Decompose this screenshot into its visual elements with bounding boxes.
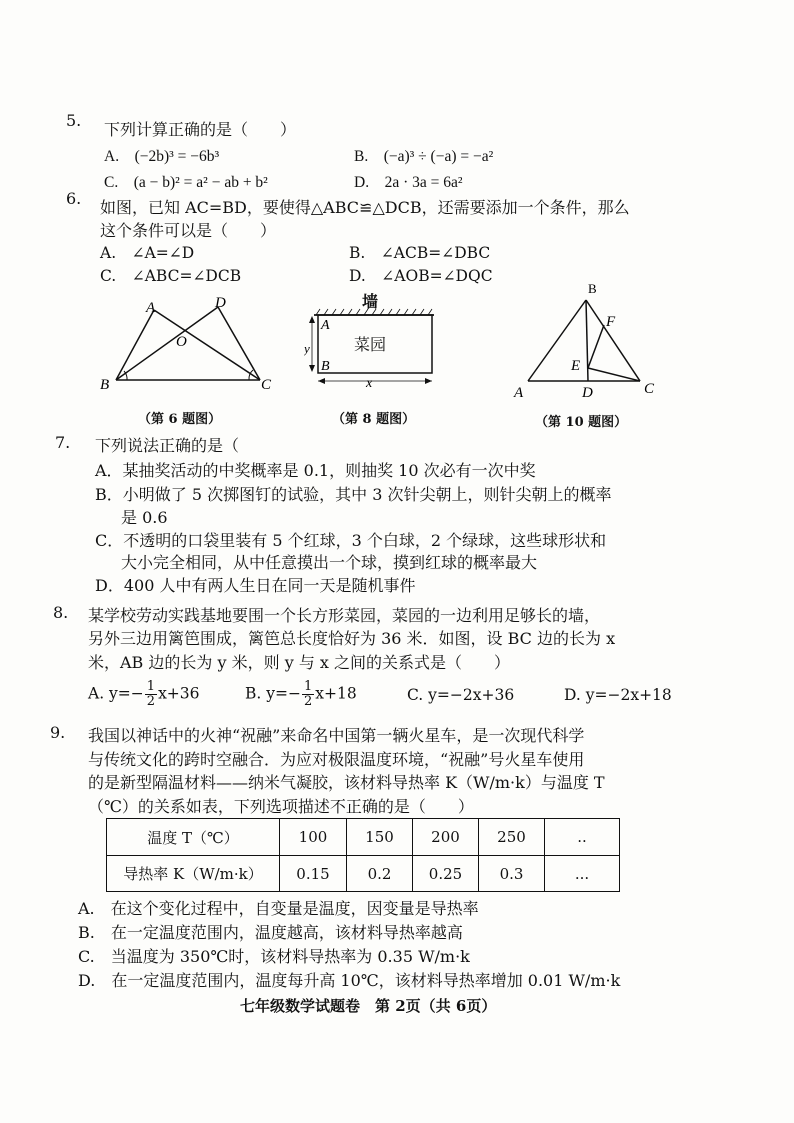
q5-option-d: D. 2a · 3a = 6a² — [354, 174, 463, 191]
figure-8-caption: （第 8 题图） — [332, 412, 416, 427]
q5-option-b: B. (−a)³ ÷ (−a) = −a² — [354, 148, 494, 165]
q9-table-cell: 0.3 — [479, 856, 545, 892]
fig8-garden-label: 菜园 — [354, 335, 387, 354]
q6-option-b: B. ∠ACB=∠DBC — [349, 244, 491, 262]
q8-line2: 另外三边用篱笆围成，篱笆总长度恰好为 36 米．如图，设 BC 边的长为 x — [88, 629, 616, 648]
q8-b-frac-den: 2 — [303, 694, 313, 709]
q9-table-cell: 250 — [479, 819, 545, 856]
q9-number: 9. — [50, 723, 66, 742]
fig10-label-d: D — [582, 385, 593, 401]
q9-line3: 的是新型隔温材料——纳米气凝胶，该材料导热率 K（W/m·k）与温度 T — [88, 773, 605, 792]
q7-option-a: A．某抽奖活动的中奖概率是 0.1，则抽奖 10 次必有一次中奖 — [95, 461, 536, 480]
q9-option-d: D. 在一定温度范围内，温度每升高 10℃，该材料导热率增加 0.01 W/m·k — [78, 971, 621, 990]
q8-option-c: C. y=−2x+36 — [407, 686, 515, 704]
fig6-label-o: O — [176, 334, 187, 350]
q9-data-table — [106, 818, 620, 892]
q8-option-d: D. y=−2x+18 — [564, 686, 672, 704]
figure-6-triangles — [96, 294, 286, 400]
figure-6-caption: （第 6 题图） — [138, 412, 222, 427]
q7-option-b-line2: 是 0.6 — [121, 508, 168, 527]
page-footer: 七年级数学试题卷 第 2页（共 6页） — [240, 997, 497, 1015]
q6-option-a: A. ∠A=∠D — [100, 244, 195, 262]
fig6-label-c: C — [261, 377, 272, 393]
q5-number: 5. — [66, 111, 82, 130]
q8-a-frac-num: 1 — [146, 679, 156, 694]
q5-option-c: C. (a − b)² = a² − ab + b² — [104, 174, 268, 191]
q8-option-a-prefix: A. y=− — [88, 684, 144, 703]
fig8-label-y: y — [304, 341, 310, 356]
fig10-label-c: C — [644, 381, 655, 397]
q8-number: 8. — [53, 603, 69, 622]
q8-option-b-fraction — [302, 680, 314, 709]
q6-option-c: C. ∠ABC=∠DCB — [100, 267, 242, 285]
fig8-label-a: A — [321, 318, 330, 333]
fig6-label-a: A — [146, 300, 156, 316]
figure-10-caption: （第 10 题图） — [535, 415, 628, 430]
q7-option-b-line1: B．小明做了 5 次掷图钉的试验，其中 3 次针尖朝上，则针尖朝上的概率 — [95, 485, 612, 504]
q9-table-cell: 200 — [413, 819, 479, 856]
q9-line1: 我国以神话中的火神“祝融”来命名中国第一辆火星车，是一次现代科学 — [88, 726, 585, 745]
q9-table-cell: 0.15 — [280, 856, 347, 892]
q7-stem: 下列说法正确的是（ — [95, 436, 240, 455]
q6-number: 6. — [66, 189, 82, 208]
fig10-label-f: F — [606, 314, 616, 330]
q9-line4: （℃）的关系如表，下列选项描述不正确的是（ ） — [88, 797, 474, 816]
fig10-label-b: B — [588, 281, 597, 296]
q5-option-a: A. (−2b)³ = −6b³ — [104, 148, 220, 165]
fig8-label-b: B — [321, 359, 330, 374]
fig8-wall-label: 墙 — [362, 292, 411, 311]
q9-table-row-conductivity — [107, 856, 620, 892]
q7-option-c-line1: C．不透明的口袋里装有 5 个红球，3 个白球，2 个绿球，这些球形状和 — [95, 531, 607, 550]
q9-option-b: B. 在一定温度范围内，温度越高，该材料导热率越高 — [78, 923, 463, 942]
fig10-label-e: E — [571, 358, 581, 374]
q7-option-c-line2: 大小完全相同，从中任意摸出一个球，摸到红球的概率最大 — [121, 553, 538, 572]
q9-table-row-temperature — [107, 819, 620, 856]
q9-table-cell: .. — [545, 819, 620, 856]
q7-option-d: D．400 人中有两人生日在同一天是随机事件 — [95, 576, 416, 595]
q8-line1: 某学校劳动实践基地要围一个长方形菜园，菜园的一边利用足够长的墙， — [88, 606, 601, 625]
q8-option-a-suffix: x+36 — [158, 684, 200, 703]
q9-table-cell: 150 — [347, 819, 413, 856]
fig8-label-x: x — [366, 376, 373, 389]
q8-a-frac-den: 2 — [146, 694, 156, 709]
q6-stem-line1: 如图，已知 AC=BD，要使得△ABC≌△DCB，还需要添加一个条件，那么 — [100, 198, 630, 217]
q8-b-frac-num: 1 — [303, 679, 313, 694]
q9-option-c: C. 当温度为 350℃时，该材料导热率为 0.35 W/m·k — [78, 947, 470, 966]
q7-number: 7. — [55, 433, 71, 452]
fig6-label-d: D — [215, 295, 226, 311]
q6-option-d: D. ∠AOB=∠DQC — [349, 267, 493, 285]
figure-10-triangle — [508, 280, 668, 402]
q9-table-cell: ... — [545, 856, 620, 892]
q8-option-b-suffix: x+18 — [315, 684, 357, 703]
q8-option-a — [88, 680, 200, 709]
q9-table-header-conductivity: 导热率 K（W/m·k） — [107, 856, 280, 892]
q6-stem-line2: 这个条件可以是（ ） — [100, 221, 277, 240]
q9-option-a: A. 在这个变化过程中，自变量是温度，因变量是导热率 — [78, 899, 479, 918]
q9-table-cell: 0.25 — [413, 856, 479, 892]
q9-table-header-temperature: 温度 T（℃） — [107, 819, 280, 856]
q9-table-cell: 0.2 — [347, 856, 413, 892]
q8-option-b-prefix: B. y=− — [245, 684, 301, 703]
fig6-label-b: B — [100, 377, 110, 393]
q8-option-b — [245, 680, 357, 709]
fig10-label-a: A — [514, 385, 524, 401]
q8-option-a-fraction — [145, 680, 157, 709]
q5-stem: 下列计算正确的是（ ） — [104, 120, 297, 139]
q9-table-cell: 100 — [280, 819, 347, 856]
q8-line3: 米，AB 边的长为 y 米，则 y 与 x 之间的关系式是（ ） — [88, 653, 511, 672]
q9-line2: 与传统文化的跨时空融合．为应对极限温度环境，“祝融”号火星车使用 — [88, 750, 585, 769]
